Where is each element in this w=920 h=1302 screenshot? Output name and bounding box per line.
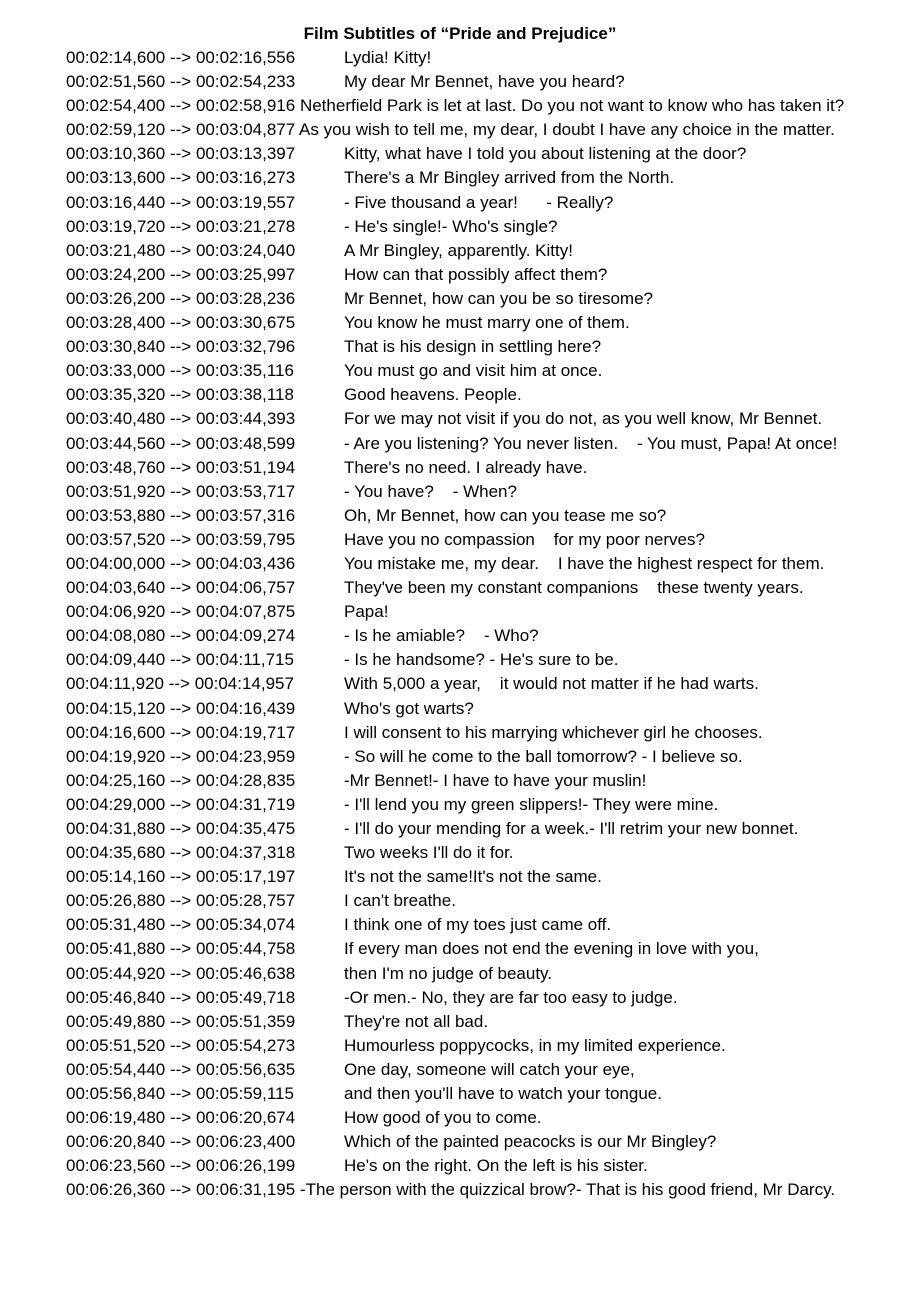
subtitle-line	[66, 191, 898, 215]
subtitle-line	[66, 672, 898, 696]
subtitle-timestamp: 00:06:26,360 --> 00:06:31,195	[66, 1180, 296, 1200]
subtitle-text: Which of the painted peacocks is our Mr Bingley?	[344, 1132, 717, 1152]
subtitle-text: Oh, Mr Bennet, how can you tease me so?	[344, 505, 667, 525]
subtitle-text: - Is he handsome? - He's sure to be.	[344, 650, 619, 670]
subtitle-timestamp: 00:03:48,760 --> 00:03:51,194	[66, 457, 296, 477]
subtitle-text: Have you no compassion for my poor nerves?	[344, 529, 705, 549]
subtitle-text: As you wish to tell me, my dear, I doubt I have any choice in the matter.	[299, 120, 835, 140]
subtitle-line	[66, 480, 898, 504]
document-title: Film Subtitles of “Pride and Prejudice”	[303, 24, 617, 43]
subtitle-line	[66, 142, 898, 166]
subtitle-text: I think one of my toes just came off.	[344, 915, 612, 935]
subtitle-timestamp: 00:03:24,200 --> 00:03:25,997	[66, 264, 296, 284]
subtitle-line	[66, 721, 898, 745]
subtitle-text: Lydia! Kitty!	[344, 48, 432, 67]
subtitle-timestamp: 00:04:11,920 --> 00:04:14,957	[66, 674, 294, 694]
subtitle-line	[66, 1106, 898, 1130]
subtitle-text: That is his design in settling here?	[344, 337, 602, 357]
subtitle-text: -Or men.- No, they are far too easy to judge.	[344, 987, 678, 1007]
subtitle-line	[66, 576, 898, 600]
subtitle-timestamp: 00:05:41,880 --> 00:05:44,758	[66, 939, 296, 959]
subtitle-line	[66, 600, 898, 624]
subtitle-line	[66, 624, 898, 648]
subtitle-line	[66, 986, 898, 1010]
subtitle-line	[66, 528, 898, 552]
subtitle-line	[66, 383, 898, 407]
subtitle-line	[66, 769, 898, 793]
subtitle-timestamp: 00:03:28,400 --> 00:03:30,675	[66, 313, 296, 333]
subtitle-text: Two weeks I'll do it for.	[344, 843, 514, 863]
subtitle-line	[66, 456, 898, 480]
subtitle-timestamp: 00:05:51,520 --> 00:05:54,273	[66, 1035, 296, 1055]
subtitle-line	[66, 239, 898, 263]
subtitle-text: - So will he come to the ball tomorrow? - I believe so.	[344, 746, 743, 766]
subtitle-line	[66, 504, 898, 528]
subtitle-text: Netherfield Park is let at last. Do you not want to know who has taken it?	[299, 96, 845, 116]
subtitle-line	[66, 263, 898, 287]
subtitle-timestamp: 00:03:51,920 --> 00:03:53,717	[66, 481, 296, 501]
subtitle-line	[66, 817, 898, 841]
subtitle-text: There's no need. I already have.	[344, 457, 588, 477]
subtitle-timestamp: 00:04:06,920 --> 00:04:07,875	[66, 602, 296, 622]
subtitle-line	[66, 889, 898, 913]
subtitle-line	[66, 913, 898, 937]
subtitle-timestamp: 00:03:16,440 --> 00:03:19,557	[66, 192, 296, 212]
subtitle-line	[66, 841, 898, 865]
subtitle-timestamp: 00:05:14,160 --> 00:05:17,197	[66, 867, 296, 887]
subtitle-line	[66, 793, 898, 817]
subtitle-timestamp: 00:03:53,880 --> 00:03:57,316	[66, 505, 296, 525]
subtitle-line	[66, 215, 898, 239]
subtitle-text: With 5,000 a year, it would not matter if he had warts.	[344, 674, 759, 694]
subtitle-text: Kitty, what have I told you about listening at the door?	[344, 144, 747, 164]
subtitle-text: and then you'll have to watch your tongue.	[344, 1084, 662, 1104]
subtitle-timestamp: 00:04:31,880 --> 00:04:35,475	[66, 819, 296, 838]
subtitle-line	[66, 1178, 898, 1202]
subtitle-timestamp: 00:05:46,840 --> 00:05:49,718	[66, 987, 296, 1007]
subtitle-line	[66, 1154, 898, 1178]
subtitle-line	[66, 1130, 898, 1154]
subtitle-line	[66, 287, 898, 311]
subtitle-line	[66, 311, 898, 335]
subtitle-text: I will consent to his marrying whichever girl he chooses.	[344, 722, 763, 742]
subtitle-text: He's on the right. On the left is his sister.	[344, 1156, 648, 1176]
subtitle-text: One day, someone will catch your eye,	[344, 1059, 635, 1079]
subtitle-timestamp: 00:05:31,480 --> 00:05:34,074	[66, 915, 296, 935]
subtitle-text: You must go and visit him at once.	[344, 361, 603, 381]
subtitle-list	[66, 46, 898, 1203]
subtitle-timestamp: 00:04:15,120 --> 00:04:16,439	[66, 698, 296, 718]
subtitle-text: They're not all bad.	[344, 1011, 489, 1031]
subtitle-timestamp: 00:04:08,080 --> 00:04:09,274	[66, 626, 296, 646]
subtitle-timestamp: 00:03:30,840 --> 00:03:32,796	[66, 337, 296, 357]
subtitle-text: You know he must marry one of them.	[344, 313, 630, 333]
subtitle-text: There's a Mr Bingley arrived from the North.	[344, 168, 675, 188]
subtitle-line	[66, 1034, 898, 1058]
subtitle-text: How can that possibly affect them?	[344, 264, 608, 284]
subtitle-text: You mistake me, my dear. I have the highest respect for them.	[344, 553, 825, 573]
subtitle-timestamp: 00:04:03,640 --> 00:04:06,757	[66, 578, 296, 598]
subtitle-text: For we may not visit if you do not, as you well know, Mr Bennet.	[344, 409, 823, 429]
subtitle-timestamp: 00:05:44,920 --> 00:05:46,638	[66, 963, 296, 983]
subtitle-timestamp: 00:04:16,600 --> 00:04:19,717	[66, 722, 296, 742]
subtitle-text: How good of you to come.	[344, 1108, 542, 1128]
subtitle-timestamp: 00:04:19,920 --> 00:04:23,959	[66, 746, 296, 766]
subtitle-text: It's not the same!It's not the same.	[344, 867, 602, 887]
subtitle-text: They've been my constant companions these twenty years.	[344, 578, 804, 598]
subtitle-text: - Is he amiable? - Who?	[344, 626, 539, 646]
subtitle-timestamp: 00:03:35,320 --> 00:03:38,118	[66, 385, 294, 405]
subtitle-timestamp: 00:04:35,680 --> 00:04:37,318	[66, 843, 296, 863]
subtitle-text: A Mr Bingley, apparently. Kitty!	[344, 240, 573, 260]
subtitle-timestamp: 00:05:54,440 --> 00:05:56,635	[66, 1059, 296, 1079]
subtitle-timestamp: 00:02:51,560 --> 00:02:54,233	[66, 72, 296, 92]
subtitle-timestamp: 00:04:00,000 --> 00:04:03,436	[66, 553, 296, 573]
subtitle-line	[66, 697, 898, 721]
subtitle-timestamp: 00:03:40,480 --> 00:03:44,393	[66, 409, 296, 429]
subtitle-line	[66, 648, 898, 672]
subtitle-timestamp: 00:02:54,400 --> 00:02:58,916	[66, 96, 296, 116]
subtitle-text: - Are you listening? You never listen. - You must, Papa! At once!	[344, 433, 838, 453]
subtitle-timestamp: 00:02:14,600 --> 00:02:16,556	[66, 48, 296, 67]
subtitle-text: Who's got warts?	[344, 698, 474, 718]
subtitle-line	[66, 937, 898, 961]
subtitle-text: - He's single!- Who's single?	[344, 216, 558, 236]
subtitle-line	[66, 70, 898, 94]
subtitle-timestamp: 00:03:21,480 --> 00:03:24,040	[66, 240, 296, 260]
subtitle-text: then I'm no judge of beauty.	[344, 963, 553, 983]
subtitle-timestamp: 00:02:59,120 --> 00:03:04,877	[66, 120, 296, 140]
subtitle-line	[66, 552, 898, 576]
subtitle-line	[66, 865, 898, 889]
subtitle-timestamp: 00:03:13,600 --> 00:03:16,273	[66, 168, 296, 188]
subtitle-line	[66, 962, 898, 986]
subtitle-line	[66, 166, 898, 190]
subtitle-text: Mr Bennet, how can you be so tiresome?	[344, 288, 653, 308]
subtitle-timestamp: 00:06:23,560 --> 00:06:26,199	[66, 1156, 296, 1176]
subtitle-line	[66, 118, 898, 142]
subtitle-text: - Five thousand a year! - Really?	[344, 192, 614, 212]
subtitle-line	[66, 1082, 898, 1106]
subtitle-text: - You have? - When?	[344, 481, 517, 501]
subtitle-timestamp: 00:03:19,720 --> 00:03:21,278	[66, 216, 296, 236]
subtitle-line	[66, 1010, 898, 1034]
subtitle-line	[66, 46, 898, 70]
subtitle-timestamp: 00:03:10,360 --> 00:03:13,397	[66, 144, 296, 164]
subtitle-text: Good heavens. People.	[344, 385, 522, 405]
subtitle-text: -The person with the quizzical brow?- That is his good friend, Mr Darcy.	[299, 1180, 836, 1200]
subtitle-timestamp: 00:05:26,880 --> 00:05:28,757	[66, 891, 296, 911]
subtitle-timestamp: 00:05:56,840 --> 00:05:59,115	[66, 1084, 294, 1104]
subtitle-text: - I'll lend you my green slippers!- They were mine.	[344, 794, 719, 814]
subtitle-text: - I'll do your mending for a week.- I'll retrim your new bonnet.	[344, 819, 799, 838]
subtitle-line	[66, 745, 898, 769]
subtitle-text: If every man does not end the evening in love with you,	[344, 939, 759, 959]
subtitle-line	[66, 432, 898, 456]
subtitle-line	[66, 359, 898, 383]
subtitle-timestamp: 00:04:25,160 --> 00:04:28,835	[66, 770, 296, 790]
subtitle-timestamp: 00:03:57,520 --> 00:03:59,795	[66, 529, 296, 549]
subtitle-text: I can't breathe.	[344, 891, 456, 911]
subtitle-text: My dear Mr Bennet, have you heard?	[344, 72, 625, 92]
subtitle-timestamp: 00:03:44,560 --> 00:03:48,599	[66, 433, 296, 453]
subtitle-timestamp: 00:03:33,000 --> 00:03:35,116	[66, 361, 294, 381]
subtitle-line	[66, 335, 898, 359]
subtitle-text: Humourless poppycocks, in my limited experience.	[344, 1035, 726, 1055]
subtitle-line	[66, 1058, 898, 1082]
subtitle-timestamp: 00:05:49,880 --> 00:05:51,359	[66, 1011, 296, 1031]
subtitle-timestamp: 00:04:09,440 --> 00:04:11,715	[66, 650, 294, 670]
subtitle-timestamp: 00:03:26,200 --> 00:03:28,236	[66, 288, 296, 308]
subtitle-timestamp: 00:06:19,480 --> 00:06:20,674	[66, 1108, 296, 1128]
subtitle-line	[66, 94, 898, 118]
subtitle-text: Papa!	[344, 602, 389, 622]
subtitle-timestamp: 00:06:20,840 --> 00:06:23,400	[66, 1132, 296, 1152]
subtitle-timestamp: 00:04:29,000 --> 00:04:31,719	[66, 794, 296, 814]
subtitle-text: -Mr Bennet!- I have to have your muslin!	[344, 770, 647, 790]
subtitle-line	[66, 407, 898, 431]
